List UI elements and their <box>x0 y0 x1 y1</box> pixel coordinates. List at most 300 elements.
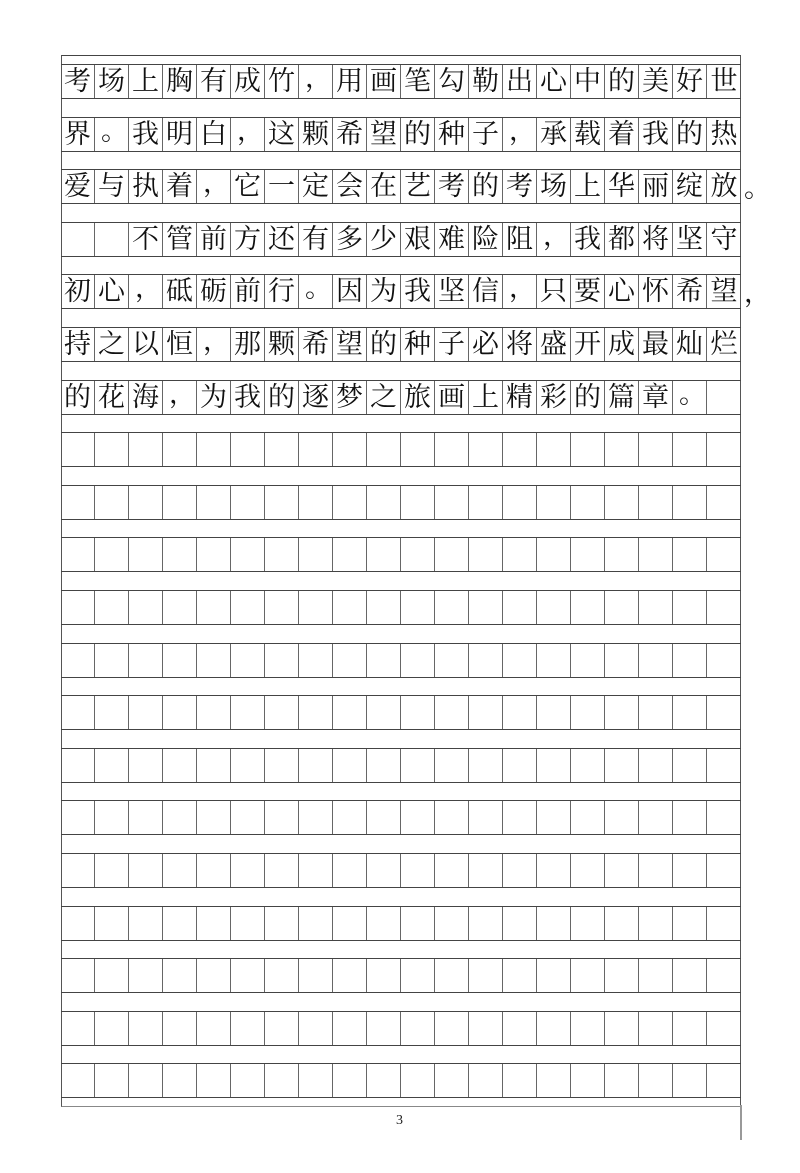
grid-cell <box>503 644 537 677</box>
grid-cell: ， <box>503 275 537 308</box>
grid-cell <box>503 959 537 992</box>
grid-cell <box>605 1012 639 1045</box>
page-number: 3 <box>396 1113 403 1128</box>
grid-cell: 心 <box>537 65 571 98</box>
grid-cell <box>469 1012 503 1045</box>
empty-row <box>61 695 741 730</box>
grid-cell: 这 <box>265 118 299 151</box>
grid-cell <box>401 801 435 834</box>
grid-cell: 放 <box>710 171 738 203</box>
grid-cell: 那 <box>231 328 265 361</box>
grid-cell <box>265 854 299 887</box>
grid-cell: ， <box>197 328 231 361</box>
grid-cell <box>61 696 95 729</box>
grid-cell <box>605 959 639 992</box>
grid-cell: 执 <box>129 170 163 203</box>
grid-cell <box>61 538 95 571</box>
grid-cell <box>129 907 163 940</box>
grid-cell <box>367 486 401 519</box>
grid-cell <box>571 801 605 834</box>
grid-cell <box>639 907 673 940</box>
grid-cell <box>571 433 605 466</box>
grid-cell: 成 <box>605 328 639 361</box>
grid-cell <box>503 591 537 624</box>
grid-cell <box>673 696 707 729</box>
grid-cell: 画 <box>435 381 469 414</box>
grid-cell: 管 <box>163 223 197 256</box>
grid-cell: 。 <box>95 118 129 151</box>
grid-cell: 盛 <box>537 328 571 361</box>
grid-cell <box>61 749 95 782</box>
grid-cell <box>673 433 707 466</box>
grid-cell <box>469 644 503 677</box>
grid-cell <box>639 854 673 887</box>
grid-cell: 为 <box>367 275 401 308</box>
grid-cell <box>129 1012 163 1045</box>
grid-cell: 一 <box>265 170 299 203</box>
grid-cell <box>537 854 571 887</box>
grid-cell: 灿 <box>673 328 707 361</box>
grid-cell <box>61 486 95 519</box>
grid-cell <box>639 749 673 782</box>
grid-cell <box>435 959 469 992</box>
grid-cell <box>231 591 265 624</box>
grid-cell: 热 <box>710 118 738 150</box>
grid-cell <box>265 749 299 782</box>
grid-cell <box>639 433 673 466</box>
grid-cell: 恒 <box>163 328 197 361</box>
grid-cell <box>537 907 571 940</box>
grid-cell <box>163 749 197 782</box>
empty-row <box>61 958 741 993</box>
grid-cell <box>435 538 469 571</box>
grid-cell <box>197 1064 231 1097</box>
grid-cell <box>61 854 95 887</box>
grid-cell: 明 <box>163 118 197 151</box>
grid-cell <box>333 854 367 887</box>
grid-cell <box>503 433 537 466</box>
grid-cell: 希 <box>299 328 333 361</box>
empty-row <box>61 906 741 941</box>
grid-cell <box>333 538 367 571</box>
grid-cell: 的 <box>367 328 401 361</box>
grid-cell <box>469 854 503 887</box>
grid-cell: 的 <box>571 381 605 414</box>
empty-row <box>61 1011 741 1046</box>
grid-cell <box>129 696 163 729</box>
grid-cell: 子 <box>435 328 469 361</box>
grid-cell <box>571 644 605 677</box>
grid-cell: 少 <box>367 223 401 256</box>
grid-cell <box>571 959 605 992</box>
grid-cell: 将 <box>639 223 673 256</box>
grid-cell: 旅 <box>401 381 435 414</box>
grid-cell: 章 <box>639 381 673 414</box>
grid-cell <box>435 1012 469 1045</box>
grid-cell <box>401 644 435 677</box>
grid-cell <box>503 907 537 940</box>
grid-cell <box>129 749 163 782</box>
grid-cell <box>299 486 333 519</box>
grid-cell: 还 <box>265 223 299 256</box>
grid-cell <box>571 591 605 624</box>
overflow-punctuation: ， <box>744 278 771 310</box>
grid-cell <box>299 749 333 782</box>
grid-cell <box>469 538 503 571</box>
grid-cell: 种 <box>401 328 435 361</box>
grid-cell: 绽 <box>673 170 707 203</box>
grid-cell <box>469 486 503 519</box>
empty-row <box>61 853 741 888</box>
grid-cell <box>605 591 639 624</box>
grid-cell: 逐 <box>299 381 333 414</box>
grid-cell <box>673 1012 707 1045</box>
grid-cell <box>95 907 129 940</box>
text-row <box>61 274 741 309</box>
grid-cell: 以 <box>129 328 163 361</box>
grid-cell <box>129 538 163 571</box>
grid-cell <box>231 538 265 571</box>
grid-cell: 画 <box>367 65 401 98</box>
grid-cell <box>61 1012 95 1045</box>
grid-cell: 子 <box>469 118 503 151</box>
grid-cell <box>639 1012 673 1045</box>
grid-cell: 上 <box>129 65 163 98</box>
grid-cell: 载 <box>571 118 605 151</box>
empty-row <box>61 1063 741 1098</box>
grid-cell <box>571 1064 605 1097</box>
grid-cell: 前 <box>231 275 265 308</box>
grid-cell <box>571 907 605 940</box>
grid-cell: 最 <box>639 328 673 361</box>
grid-cell <box>435 433 469 466</box>
grid-cell: 爱 <box>61 170 95 203</box>
grid-cell <box>401 486 435 519</box>
grid-cell <box>95 959 129 992</box>
grid-cell <box>367 538 401 571</box>
grid-cell <box>707 591 741 624</box>
grid-cell: 篇 <box>605 381 639 414</box>
grid-cell <box>231 486 265 519</box>
grid-cell: 行 <box>265 275 299 308</box>
grid-cell: 必 <box>469 328 503 361</box>
grid-cell <box>333 907 367 940</box>
grid-cell <box>571 696 605 729</box>
grid-cell: ， <box>129 275 163 308</box>
grid-cell <box>197 696 231 729</box>
grid-cell <box>707 854 741 887</box>
text-row <box>61 64 741 99</box>
grid-cell: 在 <box>367 170 401 203</box>
grid-cell <box>95 433 129 466</box>
grid-cell <box>333 696 367 729</box>
grid-cell: 希 <box>333 118 367 151</box>
grid-cell: 的 <box>61 381 95 414</box>
grid-cell <box>673 1064 707 1097</box>
grid-cell <box>673 801 707 834</box>
grid-cell: 考 <box>61 65 95 98</box>
grid-cell: 颗 <box>265 328 299 361</box>
grid-cell <box>299 644 333 677</box>
grid-cell <box>367 854 401 887</box>
grid-cell <box>197 591 231 624</box>
grid-cell: 有 <box>197 65 231 98</box>
grid-cell: 难 <box>435 223 469 256</box>
grid-cell <box>537 749 571 782</box>
grid-cell <box>95 854 129 887</box>
grid-cell: 笔 <box>401 65 435 98</box>
grid-cell <box>469 696 503 729</box>
grid-cell <box>163 1012 197 1045</box>
grid-cell <box>95 644 129 677</box>
grid-cell <box>299 433 333 466</box>
grid-cell: 定 <box>299 170 333 203</box>
grid-cell <box>231 1012 265 1045</box>
grid-cell <box>197 433 231 466</box>
grid-cell <box>299 801 333 834</box>
grid-cell <box>367 801 401 834</box>
grid-cell <box>503 854 537 887</box>
grid-cell: 场 <box>537 170 571 203</box>
grid-cell: 成 <box>231 65 265 98</box>
grid-cell <box>231 749 265 782</box>
grid-cell <box>469 907 503 940</box>
grid-cell <box>639 801 673 834</box>
grid-cell: 的 <box>265 381 299 414</box>
grid-cell <box>129 644 163 677</box>
grid-cell <box>401 591 435 624</box>
grid-cell: 梦 <box>333 381 367 414</box>
grid-cell: 与 <box>95 170 129 203</box>
grid-cell <box>129 433 163 466</box>
grid-cell: 承 <box>537 118 571 151</box>
grid-cell <box>435 591 469 624</box>
grid-cell <box>231 1064 265 1097</box>
grid-cell <box>163 959 197 992</box>
grid-cell <box>537 696 571 729</box>
grid-cell <box>571 1012 605 1045</box>
grid-cell <box>333 1012 367 1045</box>
grid-cell: 多 <box>333 223 367 256</box>
grid-cell <box>639 1064 673 1097</box>
grid-cell <box>605 801 639 834</box>
grid-cell <box>605 644 639 677</box>
grid-cell <box>605 433 639 466</box>
grid-cell <box>673 959 707 992</box>
grid-cell <box>265 486 299 519</box>
grid-cell <box>503 1064 537 1097</box>
grid-cell <box>537 591 571 624</box>
grid-cell <box>129 854 163 887</box>
grid-cell: 坚 <box>673 223 707 256</box>
grid-cell: 阻 <box>503 223 537 256</box>
grid-cell <box>605 696 639 729</box>
grid-cell <box>163 644 197 677</box>
grid-cell <box>129 486 163 519</box>
grid-cell <box>707 696 741 729</box>
grid-cell <box>639 538 673 571</box>
grid-cell <box>707 801 741 834</box>
grid-cell <box>265 1064 299 1097</box>
grid-cell: 我 <box>231 381 265 414</box>
grid-cell <box>469 433 503 466</box>
grid-cell: 的 <box>469 170 503 203</box>
grid-cell: 界 <box>61 118 95 151</box>
grid-cell: 海 <box>129 381 163 414</box>
grid-cell: 勾 <box>435 65 469 98</box>
empty-row <box>61 485 741 520</box>
text-row <box>61 222 741 257</box>
grid-cell <box>503 1012 537 1045</box>
grid-cell <box>707 538 741 571</box>
grid-cell <box>231 433 265 466</box>
grid-cell <box>163 486 197 519</box>
grid-cell <box>605 1064 639 1097</box>
answer-sheet-frame <box>61 55 741 1107</box>
grid-cell: 望 <box>367 118 401 151</box>
grid-cell <box>299 959 333 992</box>
grid-cell <box>95 1012 129 1045</box>
grid-cell <box>503 486 537 519</box>
grid-cell <box>503 801 537 834</box>
grid-cell: 用 <box>333 65 367 98</box>
grid-cell <box>197 644 231 677</box>
grid-cell: 之 <box>95 328 129 361</box>
grid-cell <box>299 1012 333 1045</box>
grid-cell <box>401 959 435 992</box>
grid-cell: ， <box>299 65 333 98</box>
grid-cell <box>435 801 469 834</box>
grid-cell <box>503 538 537 571</box>
grid-cell <box>571 854 605 887</box>
grid-cell: 的 <box>401 118 435 151</box>
empty-row <box>61 643 741 678</box>
grid-cell <box>673 749 707 782</box>
grid-cell: 勒 <box>469 65 503 98</box>
grid-cell <box>231 907 265 940</box>
grid-cell: 它 <box>231 170 265 203</box>
grid-cell <box>435 486 469 519</box>
grid-cell <box>231 696 265 729</box>
grid-cell: 花 <box>95 381 129 414</box>
grid-cell <box>61 223 95 256</box>
grid-cell: 持 <box>61 328 95 361</box>
grid-cell <box>367 644 401 677</box>
grid-cell <box>367 1064 401 1097</box>
grid-cell: 前 <box>197 223 231 256</box>
grid-cell: 我 <box>129 118 163 151</box>
grid-cell: 烂 <box>710 329 738 360</box>
grid-cell <box>61 907 95 940</box>
grid-cell: 望 <box>710 276 738 308</box>
grid-cell <box>469 1064 503 1097</box>
grid-cell <box>571 538 605 571</box>
grid-cell: 之 <box>367 381 401 414</box>
grid-cell <box>605 854 639 887</box>
grid-cell <box>469 749 503 782</box>
grid-cell <box>129 959 163 992</box>
grid-cell <box>605 486 639 519</box>
grid-cell <box>707 433 741 466</box>
grid-cell: 上 <box>469 381 503 414</box>
grid-cell <box>435 644 469 677</box>
grid-cell: 胸 <box>163 65 197 98</box>
grid-cell: 精 <box>503 381 537 414</box>
grid-cell: 考 <box>435 170 469 203</box>
grid-cell <box>333 749 367 782</box>
grid-cell: 考 <box>503 170 537 203</box>
grid-cell <box>537 644 571 677</box>
grid-cell: 。 <box>299 275 333 308</box>
grid-cell: 心 <box>95 275 129 308</box>
grid-cell <box>673 538 707 571</box>
grid-cell <box>299 591 333 624</box>
grid-cell <box>707 486 741 519</box>
grid-cell: ， <box>503 118 537 151</box>
grid-cell <box>673 486 707 519</box>
grid-cell: 险 <box>469 223 503 256</box>
grid-cell <box>265 1012 299 1045</box>
grid-cell <box>333 486 367 519</box>
grid-cell <box>401 696 435 729</box>
empty-row <box>61 590 741 625</box>
grid-cell: 初 <box>61 275 95 308</box>
grid-cell: 要 <box>571 275 605 308</box>
grid-cell <box>61 591 95 624</box>
grid-cell <box>333 801 367 834</box>
grid-cell <box>469 591 503 624</box>
grid-cell <box>605 538 639 571</box>
overflow-punctuation: 。 <box>744 173 771 205</box>
grid-cell: 颗 <box>299 118 333 151</box>
grid-cell: 艰 <box>401 223 435 256</box>
grid-cell <box>95 696 129 729</box>
grid-cell <box>231 959 265 992</box>
grid-cell: ， <box>537 223 571 256</box>
grid-cell: 世 <box>710 66 738 97</box>
grid-cell <box>299 907 333 940</box>
grid-cell: 我 <box>401 275 435 308</box>
grid-cell <box>707 907 741 940</box>
grid-cell <box>163 854 197 887</box>
grid-cell <box>299 854 333 887</box>
grid-cell: 丽 <box>639 170 673 203</box>
grid-cell: 好 <box>673 65 707 98</box>
grid-cell <box>367 433 401 466</box>
grid-cell: 希 <box>673 275 707 308</box>
grid-cell <box>265 591 299 624</box>
text-row <box>61 327 741 362</box>
grid-cell <box>265 801 299 834</box>
grid-cell <box>197 486 231 519</box>
grid-cell <box>367 591 401 624</box>
grid-cell: ， <box>163 381 197 414</box>
grid-cell <box>571 749 605 782</box>
grid-cell: 有 <box>299 223 333 256</box>
grid-cell <box>707 1064 741 1097</box>
grid-cell <box>163 801 197 834</box>
text-row <box>61 380 741 415</box>
grid-cell <box>333 644 367 677</box>
grid-cell <box>707 381 741 414</box>
grid-cell <box>197 854 231 887</box>
grid-cell <box>299 538 333 571</box>
grid-cell <box>95 223 129 256</box>
grid-cell <box>605 749 639 782</box>
empty-row <box>61 432 741 467</box>
grid-cell: 的 <box>673 118 707 151</box>
grid-cell: 只 <box>537 275 571 308</box>
